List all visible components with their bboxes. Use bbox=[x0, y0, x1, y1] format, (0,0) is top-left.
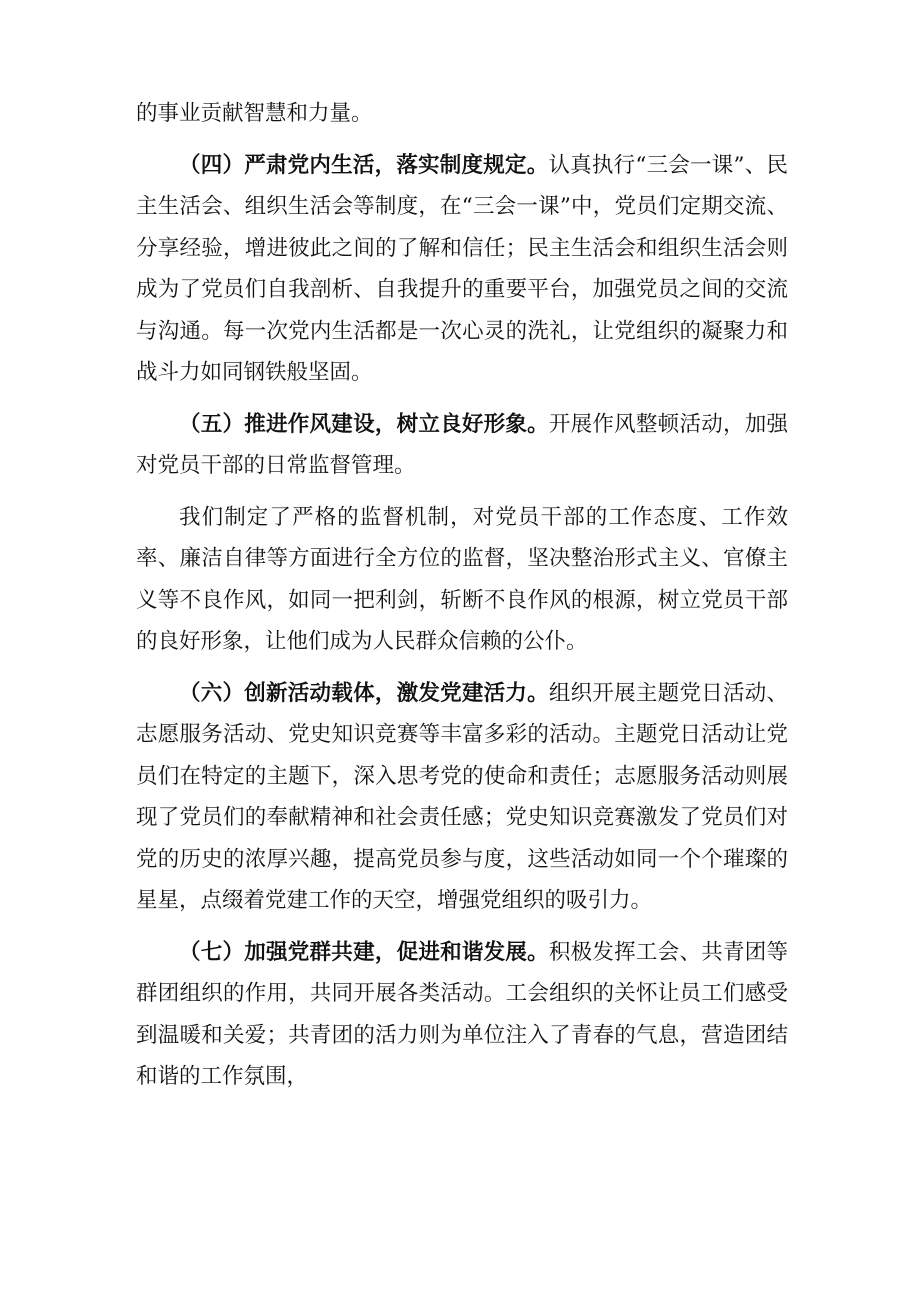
paragraph-section-5 bbox=[136, 404, 788, 487]
paragraph-text: 我们制定了严格的监督机制，对党员干部的工作态度、工作效率、廉洁自律等方面进行全方位的监督，坚决整治形式主义、官僚主义等不良作风，如同一把利剑，斩断不良作风的根源，树立党员干部的良好形象，让他们成为人民群众信赖的公仆。 bbox=[136, 504, 788, 654]
paragraph-heading: （六）创新活动载体，激发党建活力。 bbox=[179, 680, 549, 706]
paragraph-text: 的事业贡献智慧和力量。 bbox=[136, 101, 373, 126]
paragraph-text: 开展作风整顿活动，加强对党员干部的日常监督管理。 bbox=[136, 411, 788, 478]
paragraph-section-6 bbox=[136, 673, 788, 922]
paragraph-text: 组织开展主题党日活动、志愿服务活动、党史知识竞赛等丰富多彩的活动。主题党日活动让党员们在特定的主题下，深入思考党的使命和责任；志愿服务活动则展现了党员们的奉献精神和社会责任感；党史知识竞赛激发了党员们对党的历史的浓厚兴趣，提高党员参与度，这些活动如同一个个璀璨的星星，点缀着党建工作的天空，增强党组织的吸引力。 bbox=[136, 680, 788, 913]
paragraph-heading: （七）加强党群共建，促进和谐发展。 bbox=[179, 939, 549, 965]
paragraph-section-5-detail bbox=[136, 497, 788, 663]
paragraph-text: 积极发挥工会、共青团等群团组织的作用，共同开展各类活动。工会组织的关怀让员工们感受到温暖和关爱；共青团的活力则为单位注入了青春的气息，营造团结和谐的工作氛围， bbox=[136, 939, 788, 1089]
paragraph-heading: （四）严肃党内生活，落实制度规定。 bbox=[179, 152, 549, 178]
document-body bbox=[136, 93, 788, 1108]
paragraph-heading: （五）推进作风建设，树立良好形象。 bbox=[179, 411, 549, 437]
paragraph-continuation bbox=[136, 93, 788, 135]
paragraph-text: 认真执行“三会一课”、民主生活会、组织生活会等制度，在“三会一课”中，党员们定期交流、分享经验，增进彼此之间的了解和信任；民主生活会和组织生活会则成为了党员们自我剖析、自我提升的重要平台，加强党员之间的交流与沟通。每一次党内生活都是一次心灵的洗礼，让党组织的凝聚力和战斗力如同钢铁般坚固。 bbox=[136, 152, 788, 385]
paragraph-section-7 bbox=[136, 932, 788, 1098]
paragraph-section-4 bbox=[136, 145, 788, 394]
